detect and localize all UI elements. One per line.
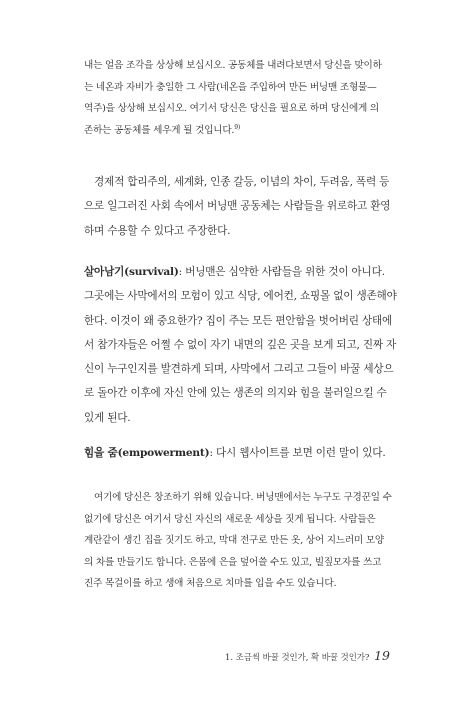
- running-head: 1. 조금씩 바꿀 것인가, 확 바꿀 것인가?: [225, 652, 370, 662]
- text-line-content: 존하는 공동체를 세우게 될 것입니다.: [84, 124, 235, 136]
- page-number: 19: [374, 648, 390, 663]
- term-empowerment: 힘을 줌(empowerment): [84, 447, 210, 459]
- text-line-last: [84, 120, 402, 142]
- text-line: 는 네온과 자비가 충일한 그 사람(네온을 주입하여 만든 버닝맨 조형물—: [84, 81, 377, 93]
- page-footer: [225, 648, 390, 663]
- text-line: 여기에 당신은 창조하기 위해 있습니다. 버닝맨에서는 누구도 구경꾼일 수: [94, 492, 392, 503]
- text-line: 없기에 당신은 여기서 당신 자신의 새로운 세상을 짓게 됩니다. 사람들은: [84, 513, 376, 525]
- text-line: 의 차를 만들기도 합니다. 은몸에 은을 덮어쓸 수도 있고, 빌짚모자를 쓰고: [84, 556, 382, 568]
- text-line: 있게 된다.: [84, 411, 131, 424]
- text-line-first: [84, 441, 402, 465]
- text-line: 신이 누구인지를 발견하게 되며, 사막에서 그리고 그들이 바꿀 세상으: [84, 363, 394, 376]
- text-line-content: : 다시 웹사이트를 보면 이런 말이 있다.: [209, 447, 386, 459]
- paragraph-survival: [84, 260, 402, 430]
- text-line-first: [84, 260, 402, 284]
- quote-block-bottom: [84, 487, 402, 595]
- text-line: 로 돌아간 이후에 자신 안에 있는 생존의 의지와 힘을 불러일으킬 수: [84, 387, 387, 400]
- text-line: 서 참가자들은 어쩔 수 없이 자기 내면의 깊은 곳을 보게 되고, 진짜 자: [84, 338, 397, 351]
- footnote-marker: 9): [234, 123, 241, 131]
- paragraph-society: [84, 170, 402, 243]
- text-line: 그곳에는 사막에서의 모험이 있고 식당, 에어컨, 쇼핑몰 없이 생존해야: [84, 290, 397, 303]
- text-line: 계란같이 생긴 집을 짓기도 하고, 막대 전구로 만든 옷, 상어 지느러미 모양: [84, 535, 385, 546]
- paragraph-empowerment: [84, 441, 402, 465]
- text-line: 역주)을 상상해 보십시오. 여기서 당신은 당신을 필요로 하며 당신에게 의: [84, 103, 379, 114]
- text-line: 진주 목걸이를 하고 생애 처음으로 치마를 입을 수도 있습니다.: [84, 578, 337, 589]
- text-line: 으로 일그러진 사회 속에서 버닝맨 공동체는 사람들을 위로하고 환영: [84, 200, 391, 213]
- text-line: 경제적 합리주의, 세계화, 인종 갈등, 이념의 차이, 두려움, 폭력 등: [94, 176, 390, 188]
- term-survival: 살아남기(survival): [84, 266, 179, 278]
- quote-block-top: [84, 55, 402, 141]
- text-line: 하며 수용할 수 있다고 주장한다.: [84, 224, 231, 237]
- text-line-content: : 버닝맨은 심약한 사람들을 위한 것이 아니다.: [178, 266, 385, 278]
- text-line: 내는 얼음 조각을 상상해 보십시오. 공동체를 내려다보면서 당신을 맞이하: [84, 60, 382, 71]
- text-line: 한다. 이것이 왜 중요한가? 집이 주는 모든 편안함을 벗어버린 상태에: [84, 314, 393, 327]
